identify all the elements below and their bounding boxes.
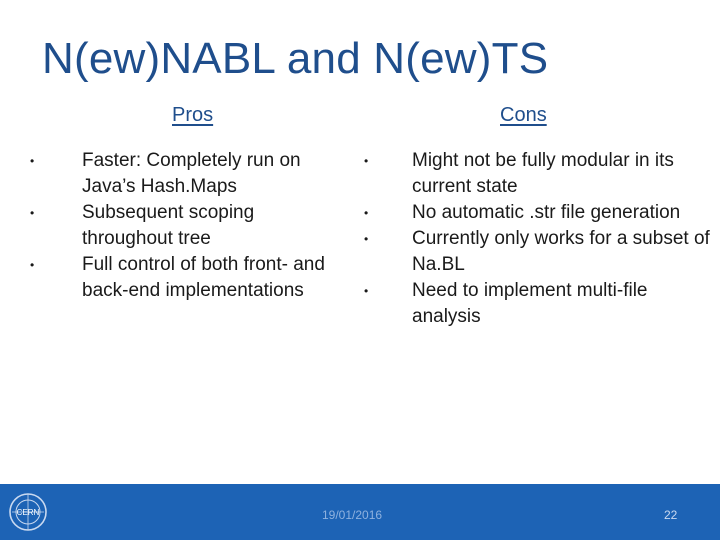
logo-text: CERN bbox=[16, 508, 40, 517]
footer-date: 19/01/2016 bbox=[322, 508, 383, 522]
cons-item-text: Might not be fully modular in its current state bbox=[412, 150, 674, 197]
list-item bbox=[364, 226, 714, 278]
cons-item-text: Currently only works for a subset of Na.BL bbox=[412, 228, 710, 275]
cons-item-text: No automatic .str file generation bbox=[412, 202, 681, 223]
bullet-icon: • bbox=[364, 284, 369, 298]
cern-logo-icon bbox=[8, 492, 48, 532]
cons-list bbox=[364, 148, 714, 330]
list-item bbox=[364, 278, 714, 330]
bullet-icon: • bbox=[30, 206, 35, 220]
pros-item-text: Full control of both front- and back-end implementations bbox=[82, 254, 325, 301]
footer-bar bbox=[0, 484, 720, 540]
pros-item-text: Subsequent scoping throughout tree bbox=[82, 202, 255, 249]
list-item bbox=[364, 200, 714, 226]
bullet-icon: • bbox=[364, 206, 369, 220]
pros-list bbox=[30, 148, 350, 304]
list-item bbox=[30, 200, 350, 252]
pros-heading: Pros bbox=[172, 104, 214, 126]
bullet-icon: • bbox=[364, 154, 369, 168]
cons-item-text: Need to implement multi-file analysis bbox=[412, 280, 648, 327]
pros-item-text: Faster: Completely run on Java’s Hash.Maps bbox=[82, 150, 301, 197]
slide-title: N(ew)NABL and N(ew)TS bbox=[42, 34, 549, 83]
bullet-icon: • bbox=[30, 154, 35, 168]
list-item bbox=[30, 148, 350, 200]
page-number: 22 bbox=[664, 508, 678, 522]
list-item bbox=[30, 252, 350, 304]
list-item bbox=[364, 148, 714, 200]
bullet-icon: • bbox=[30, 258, 35, 272]
cons-heading: Cons bbox=[500, 104, 547, 126]
bullet-icon: • bbox=[364, 232, 369, 246]
